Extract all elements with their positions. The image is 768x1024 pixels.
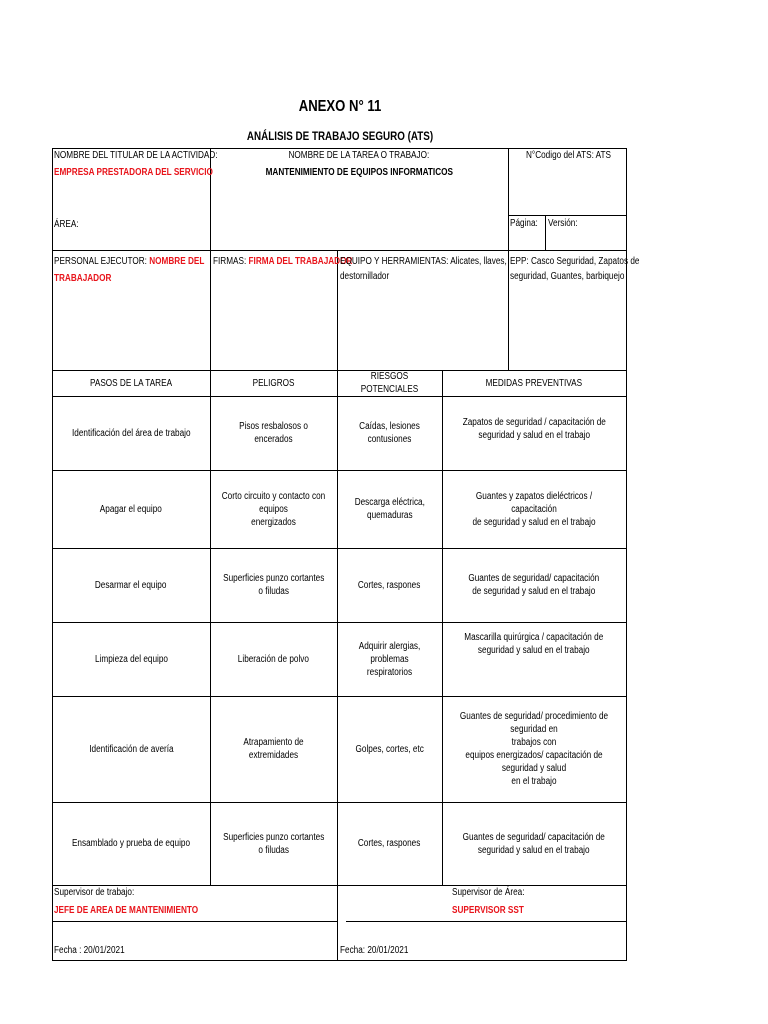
table-row-peligro: Superficies punzo cortantes o filudas — [222, 573, 325, 597]
equipo-herramientas-line2: destornillador — [340, 271, 390, 282]
col-header-peligros: PELIGROS — [252, 377, 295, 389]
table-row-paso: Limpieza del equipo — [94, 653, 168, 665]
equipo-herramientas-line1: EQUIPO Y HERRAMIENTAS: Alicates, llaves, — [340, 256, 507, 267]
area-label: ÁREA: — [54, 219, 79, 230]
fecha-right: Fecha: 20/01/2021 — [340, 945, 409, 956]
table-row-riesgo: Adquirir alergias, problemas respiratorios — [358, 640, 421, 678]
epp-line2: seguridad, Guantes, barbiquejo — [510, 271, 625, 282]
table-row-peligro: Liberación de polvo — [237, 653, 310, 665]
supervisor-trabajo-value: JEFE DE AREA DE MANTENIMIENTO — [54, 905, 199, 916]
col-header-medidas: MEDIDAS PREVENTIVAS — [485, 377, 583, 389]
table-row-peligro: Corto circuito y contacto con equipos energizados — [221, 490, 326, 528]
table-row-medida: Guantes de seguridad/ procedimiento de seguridad en trabajos con equipos energizados/ capacitación de seguridad y salud en el trabajo — [459, 711, 609, 787]
col-header-pasos: PASOS DE LA TAREA — [89, 377, 173, 389]
document-subtitle: ANÁLISIS DE TRABAJO SEGURO (ATS) — [246, 129, 434, 143]
personal-ejecutor: PERSONAL EJECUTOR: NOMBRE DEL — [54, 256, 205, 267]
supervisor-trabajo-label: Supervisor de trabajo: — [54, 887, 135, 898]
table-row-medida: Zapatos de seguridad / capacitación de seguridad y salud en el trabajo — [462, 417, 606, 441]
table-row-medida: Guantes y zapatos dieléctricos / capacitación de seguridad y salud en el trabajo — [472, 490, 596, 528]
tarea-value: MANTENIMIENTO DE EQUIPOS INFORMATICOS — [265, 166, 453, 178]
table-row-medida: Guantes de seguridad/ capacitación de seguridad y salud en el trabajo — [462, 831, 606, 856]
table-row-paso: Desarmar el equipo — [95, 579, 167, 591]
table-row-peligro: Superficies punzo cortantes o filudas — [222, 831, 325, 856]
supervisor-area-label: Supervisor de Área: — [452, 887, 525, 898]
titular-value: EMPRESA PRESTADORA DEL SERVICIO — [54, 167, 213, 178]
firmas: FIRMAS: FIRMA DEL TRABAJADOR — [213, 256, 353, 267]
table-row-paso: Identificación de avería — [88, 743, 174, 755]
table-row-paso: Identificación del área de trabajo — [71, 427, 191, 439]
table-row-riesgo: Golpes, cortes, etc — [355, 743, 424, 755]
table-row-medida: Guantes de seguridad/ capacitación de seguridad y salud en el trabajo — [468, 573, 600, 597]
document-title: ANEXO N° 11 — [298, 98, 382, 115]
personal-ejecutor-value: TRABAJADOR — [54, 273, 112, 284]
table-row-medida: Mascarilla quirúrgica / capacitación de seguridad y salud en el trabajo — [464, 632, 604, 656]
fecha-left: Fecha : 20/01/2021 — [54, 945, 125, 956]
col-header-riesgos: RIESGOS POTENCIALES — [360, 371, 419, 395]
tarea-label: NOMBRE DE LA TAREA O TRABAJO: — [288, 149, 430, 161]
table-row-riesgo: Caídas, lesiones contusiones — [359, 421, 420, 445]
table-row-peligro: Atrapamiento de extremidades — [243, 737, 304, 761]
table-row-riesgo: Descarga eléctrica, quemaduras — [354, 497, 425, 521]
table-row-paso: Apagar el equipo — [99, 503, 163, 515]
table-row-peligro: Pisos resbalosos o encerados — [239, 421, 308, 445]
titular-label: NOMBRE DEL TITULAR DE LA ACTIVIDAD: — [54, 150, 218, 161]
supervisor-area-value: SUPERVISOR SST — [452, 905, 524, 916]
version-label: Versión: — [548, 218, 578, 229]
pagina-label: Página: — [510, 218, 538, 229]
epp-line1: EPP: Casco Seguridad, Zapatos de — [510, 256, 640, 267]
codigo-label: N°Codigo del ATS: ATS — [526, 150, 612, 161]
table-row-paso: Ensamblado y prueba de equipo — [71, 838, 191, 849]
table-row-riesgo: Cortes, raspones — [358, 838, 421, 849]
table-row-riesgo: Cortes, raspones — [358, 579, 421, 591]
